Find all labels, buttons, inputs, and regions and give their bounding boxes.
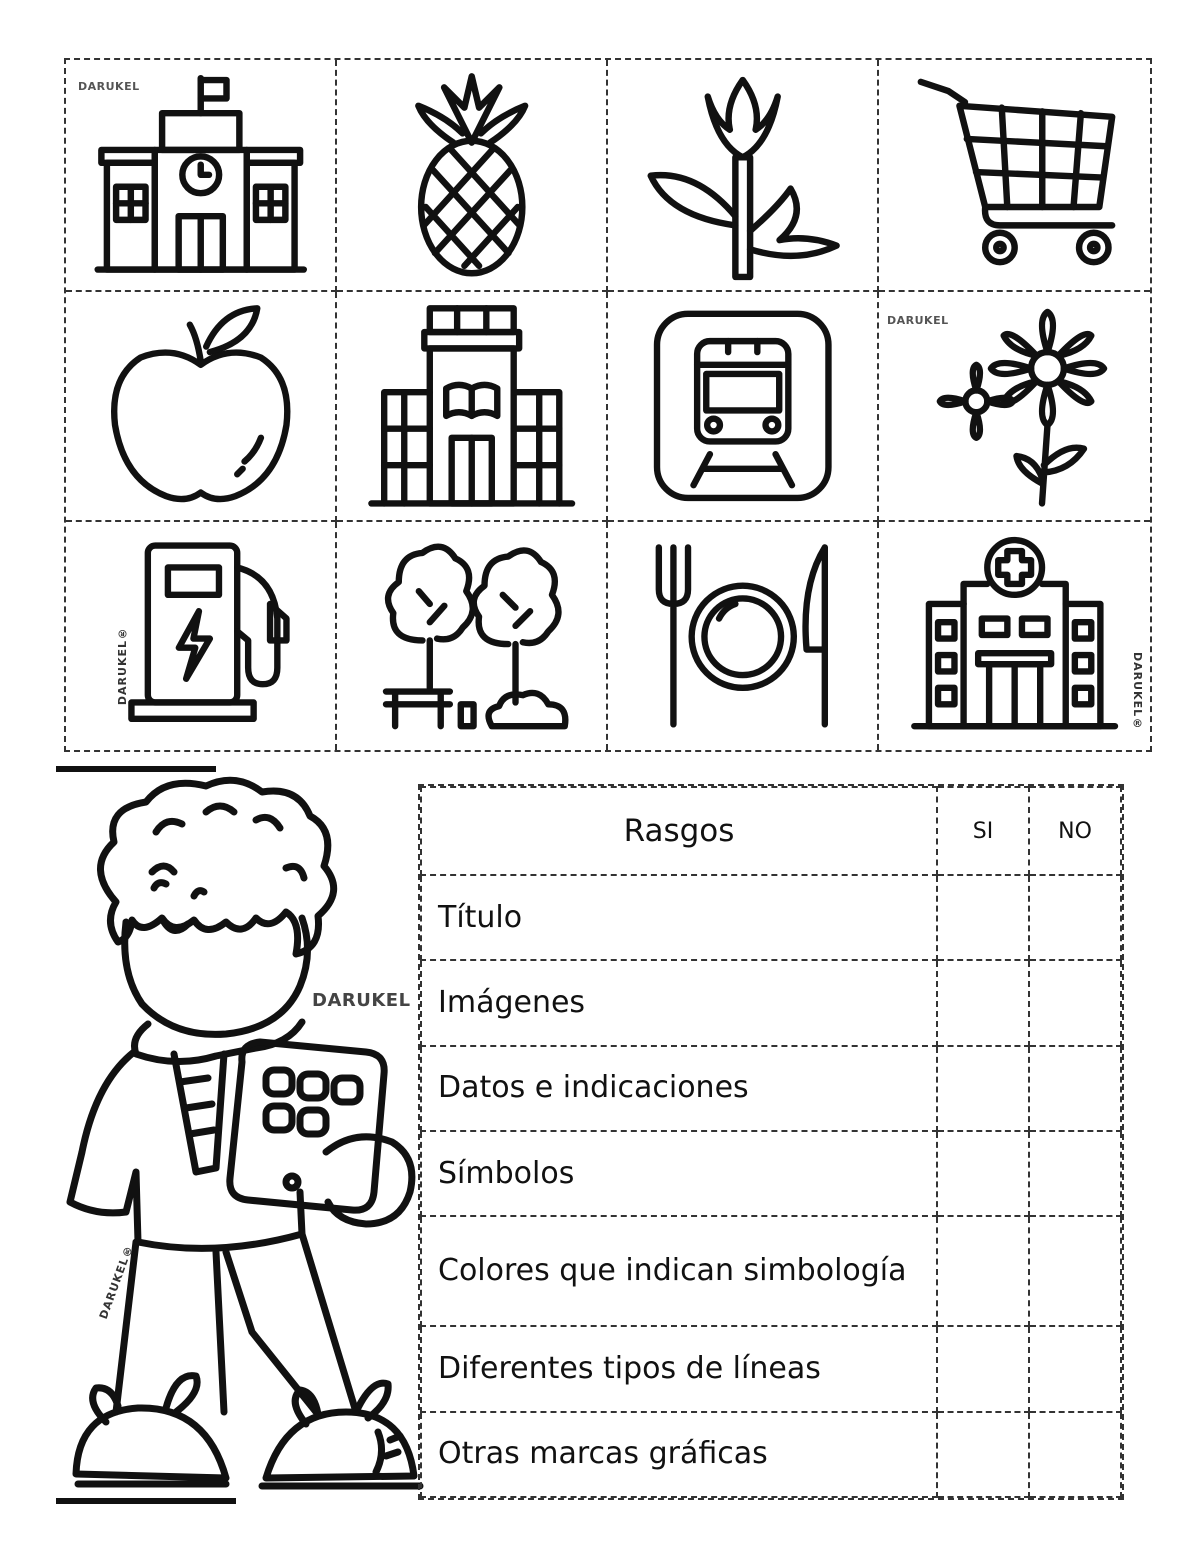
- no-checkbox-cell[interactable]: [1029, 1412, 1121, 1497]
- restaurant-icon: [619, 531, 866, 741]
- pineapple-icon: [348, 69, 595, 281]
- yes-checkbox-cell[interactable]: [937, 1131, 1029, 1216]
- brand-vertical-mark: DARUKEL®: [96, 1242, 137, 1321]
- icon-cell-flowers: [879, 292, 1150, 522]
- park-icon: [348, 531, 595, 741]
- brand-logo: DARUKEL: [78, 80, 140, 93]
- brand-logo: DARUKEL: [312, 990, 411, 1011]
- no-checkbox-cell[interactable]: [1029, 1046, 1121, 1131]
- table-row: [421, 1326, 1121, 1411]
- yes-checkbox-cell[interactable]: [937, 960, 1029, 1045]
- trait-label: Otras marcas gráficas: [421, 1412, 937, 1497]
- table-row: [421, 1412, 1121, 1497]
- trait-label: Imágenes: [421, 960, 937, 1045]
- yes-checkbox-cell[interactable]: [937, 875, 1029, 960]
- icon-cell-school: [66, 60, 337, 292]
- no-checkbox-cell[interactable]: [1029, 875, 1121, 960]
- trait-label: Datos e indicaciones: [421, 1046, 937, 1131]
- library-icon: [348, 301, 595, 511]
- table-row: [421, 1046, 1121, 1131]
- no-checkbox-cell[interactable]: [1029, 1216, 1121, 1326]
- trait-label: Símbolos: [421, 1131, 937, 1216]
- train-icon: [619, 301, 866, 511]
- no-checkbox-cell[interactable]: [1029, 1326, 1121, 1411]
- flowers-icon: [890, 301, 1139, 511]
- brand-vertical-mark: DARUKEL®: [116, 626, 129, 706]
- apple-icon: [77, 301, 324, 511]
- no-checkbox-cell[interactable]: [1029, 1131, 1121, 1216]
- trait-label: Diferentes tipos de líneas: [421, 1326, 937, 1411]
- trait-label: Título: [421, 875, 937, 960]
- table-row: [421, 1131, 1121, 1216]
- yes-checkbox-cell[interactable]: [937, 1046, 1029, 1131]
- column-header-traits: Rasgos: [421, 787, 937, 875]
- yes-checkbox-cell[interactable]: [937, 1412, 1029, 1497]
- shopping-cart-icon: [890, 69, 1139, 281]
- boy-drawing: [56, 772, 428, 1498]
- icon-cell-train: [608, 292, 879, 522]
- brand-vertical-mark: DARUKEL®: [1131, 652, 1144, 732]
- icon-cell-park: [337, 522, 608, 750]
- boy-illustration: [56, 772, 428, 1498]
- table-header-row: [421, 787, 1121, 875]
- icon-cell-hospital: [879, 522, 1150, 750]
- table-row: [421, 1216, 1121, 1326]
- icon-cell-restaurant: [608, 522, 879, 750]
- icon-cell-apple: [66, 292, 337, 522]
- yes-checkbox-cell[interactable]: [937, 1216, 1029, 1326]
- icon-cell-charging-station: [66, 522, 337, 750]
- school-icon: [77, 69, 324, 281]
- icon-cell-plant: [608, 60, 879, 292]
- icon-cell-pineapple: [337, 60, 608, 292]
- decorative-rule-bottom: [56, 1498, 236, 1504]
- no-checkbox-cell[interactable]: [1029, 960, 1121, 1045]
- trait-label: Colores que indican simbología: [421, 1216, 937, 1326]
- plant-icon: [619, 69, 866, 281]
- yes-checkbox-cell[interactable]: [937, 1326, 1029, 1411]
- hospital-icon: [890, 531, 1139, 741]
- icon-cell-library: [337, 292, 608, 522]
- table-row: [421, 960, 1121, 1045]
- icon-grid: [64, 58, 1152, 752]
- column-header-no: NO: [1029, 787, 1121, 875]
- table-row: [421, 875, 1121, 960]
- icon-cell-shopping-cart: [879, 60, 1150, 292]
- checklist-table: [418, 784, 1124, 1500]
- column-header-yes: SI: [937, 787, 1029, 875]
- charging-station-icon: [77, 531, 324, 741]
- brand-logo: DARUKEL: [887, 314, 949, 327]
